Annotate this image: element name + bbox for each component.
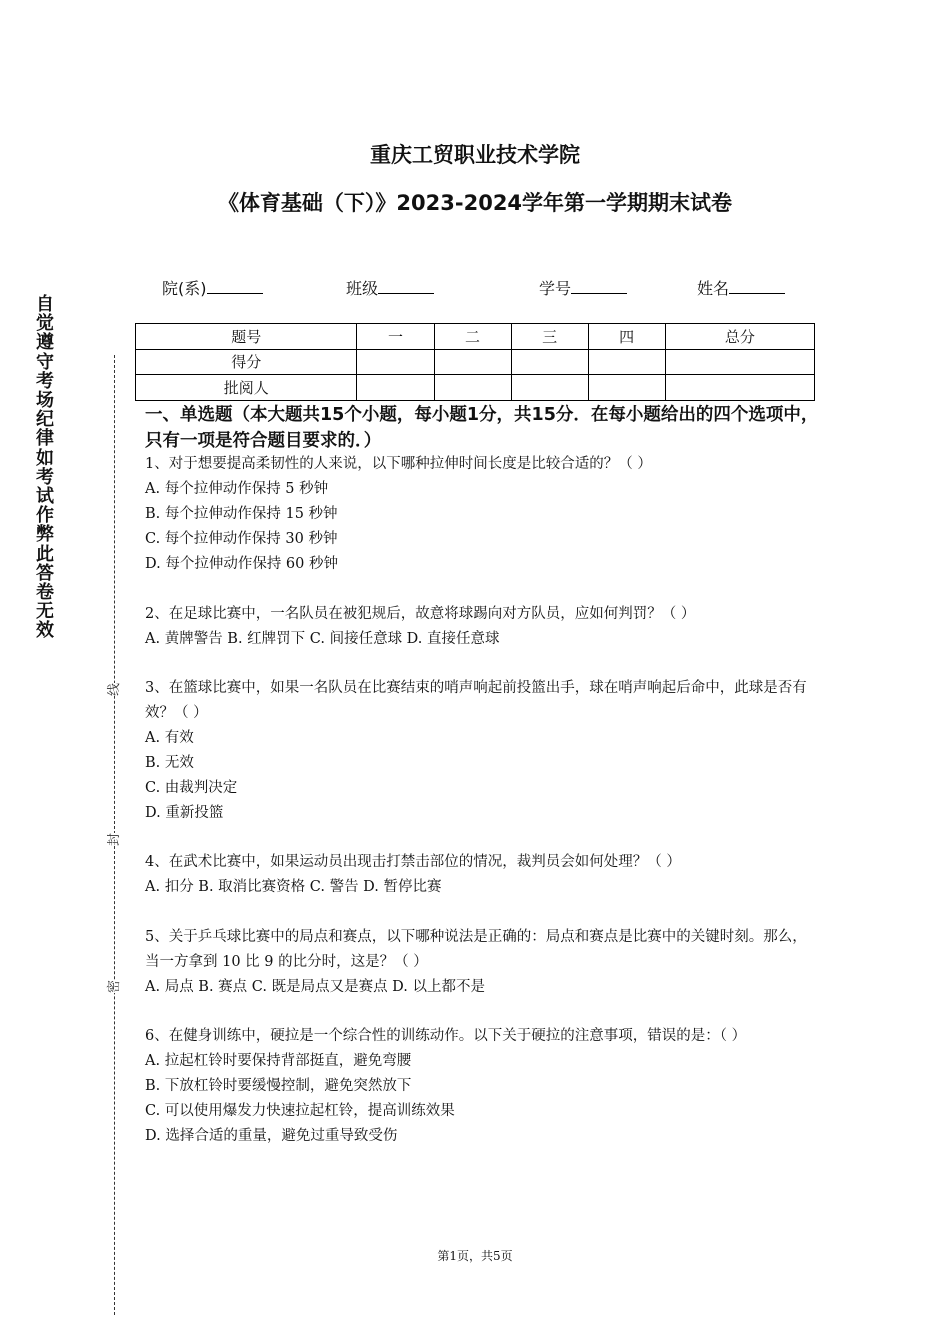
question-stem: 6、在健身训练中，硬拉是一个综合性的训练动作。以下关于硬拉的注意事项，错误的是：（ ）	[145, 1028, 747, 1044]
section-heading: 一、单选题（本大题共15个小题，每小题1分，共15分．在每小题给出的四个选项中，只有一项是符合题目要求的．）	[145, 405, 819, 451]
table-cell	[511, 349, 588, 375]
question-option: A. 局点 B. 赛点 C. 既是局点又是赛点 D. 以上都不是	[145, 979, 486, 995]
question-option: A. 有效	[145, 730, 194, 746]
table-cell	[357, 349, 434, 375]
info-label: 班级	[346, 279, 379, 298]
question-option: B. 下放杠铃时要缓慢控制，避免突然放下	[145, 1078, 412, 1094]
table-cell	[434, 375, 511, 401]
exam-discipline-notice: 自觉遵守考场纪律如考试作弊此答卷无效	[36, 294, 54, 642]
table-cell: 批阅人	[136, 375, 357, 401]
table-cell: 总分	[665, 324, 814, 350]
question-stem: 5、关于乒乓球比赛中的局点和赛点，以下哪种说法是正确的：局点和赛点是比赛中的关键时刻。那么，当一方拿到 10 比 9 的比分时，这是？（ ）	[145, 929, 807, 970]
blank-line	[729, 278, 785, 294]
table-cell: 四	[588, 324, 665, 350]
table-cell: 二	[434, 324, 511, 350]
table-row	[136, 324, 815, 350]
table-row	[136, 349, 815, 375]
table-cell	[588, 375, 665, 401]
info-label: 学号	[539, 279, 572, 298]
question-option: A. 拉起杠铃时要保持背部挺直，避免弯腰	[145, 1053, 412, 1069]
exam-title: 《体育基础（下）》2023-2024学年第一学期期末试卷	[217, 191, 733, 215]
blank-line	[378, 278, 434, 294]
question-option: B. 每个拉伸动作保持 15 秒钟	[145, 506, 338, 522]
question-3	[145, 676, 820, 826]
question-option: A. 黄牌警告 B. 红牌罚下 C. 间接任意球 D. 直接任意球	[145, 631, 500, 647]
question-option: C. 可以使用爆发力快速拉起杠铃，提高训练效果	[145, 1103, 455, 1119]
question-2	[145, 602, 820, 652]
question-stem: 2、在足球比赛中，一名队员在被犯规后，故意将球踢向对方队员，应如何判罚？（ ）	[145, 606, 696, 622]
question-option: D. 每个拉伸动作保持 60 秒钟	[145, 556, 338, 572]
question-option: D. 重新投篮	[145, 805, 224, 821]
question-stem: 1、对于想要提高柔韧性的人来说，以下哪种拉伸时间长度是比较合适的？（ ）	[145, 456, 652, 472]
table-cell: 得分	[136, 349, 357, 375]
info-label: 院(系)	[162, 279, 207, 298]
blank-line	[571, 278, 627, 294]
info-student-id	[539, 276, 627, 299]
question-stem: 4、在武术比赛中，如果运动员出现击打禁击部位的情况，裁判员会如何处理？（ ）	[145, 854, 681, 870]
question-4	[145, 850, 820, 900]
question-option: B. 无效	[145, 755, 194, 771]
question-5	[145, 925, 820, 1000]
question-6	[145, 1024, 820, 1149]
table-cell: 三	[511, 324, 588, 350]
question-option: A. 扣分 B. 取消比赛资格 C. 警告 D. 暂停比赛	[145, 879, 442, 895]
table-cell	[357, 375, 434, 401]
question-option: C. 每个拉伸动作保持 30 秒钟	[145, 531, 338, 547]
score-table	[135, 323, 815, 401]
question-1	[145, 452, 820, 577]
seal-label-feng: 封	[103, 833, 122, 846]
info-department	[162, 276, 263, 299]
question-option: D. 选择合适的重量，避免过重导致受伤	[145, 1128, 398, 1144]
table-row	[136, 375, 815, 401]
table-cell	[665, 349, 814, 375]
info-name	[697, 276, 785, 299]
seal-label-xian: 线	[103, 683, 122, 696]
table-cell: 题号	[136, 324, 357, 350]
table-cell	[665, 375, 814, 401]
table-cell	[511, 375, 588, 401]
question-option: A. 每个拉伸动作保持 5 秒钟	[145, 481, 329, 497]
info-class	[346, 276, 434, 299]
seal-label-mi: 密	[103, 980, 122, 993]
school-name: 重庆工贸职业技术学院	[370, 143, 580, 167]
page-footer: 第1页，共5页	[437, 1249, 513, 1263]
question-stem: 3、在篮球比赛中，如果一名队员在比赛结束的哨声响起前投篮出手，球在哨声响起后命中，此球是否有效？（ ）	[145, 680, 807, 721]
table-cell	[434, 349, 511, 375]
question-option: C. 由裁判决定	[145, 780, 238, 796]
table-cell: 一	[357, 324, 434, 350]
info-label: 姓名	[697, 279, 730, 298]
blank-line	[207, 278, 263, 294]
table-cell	[588, 349, 665, 375]
